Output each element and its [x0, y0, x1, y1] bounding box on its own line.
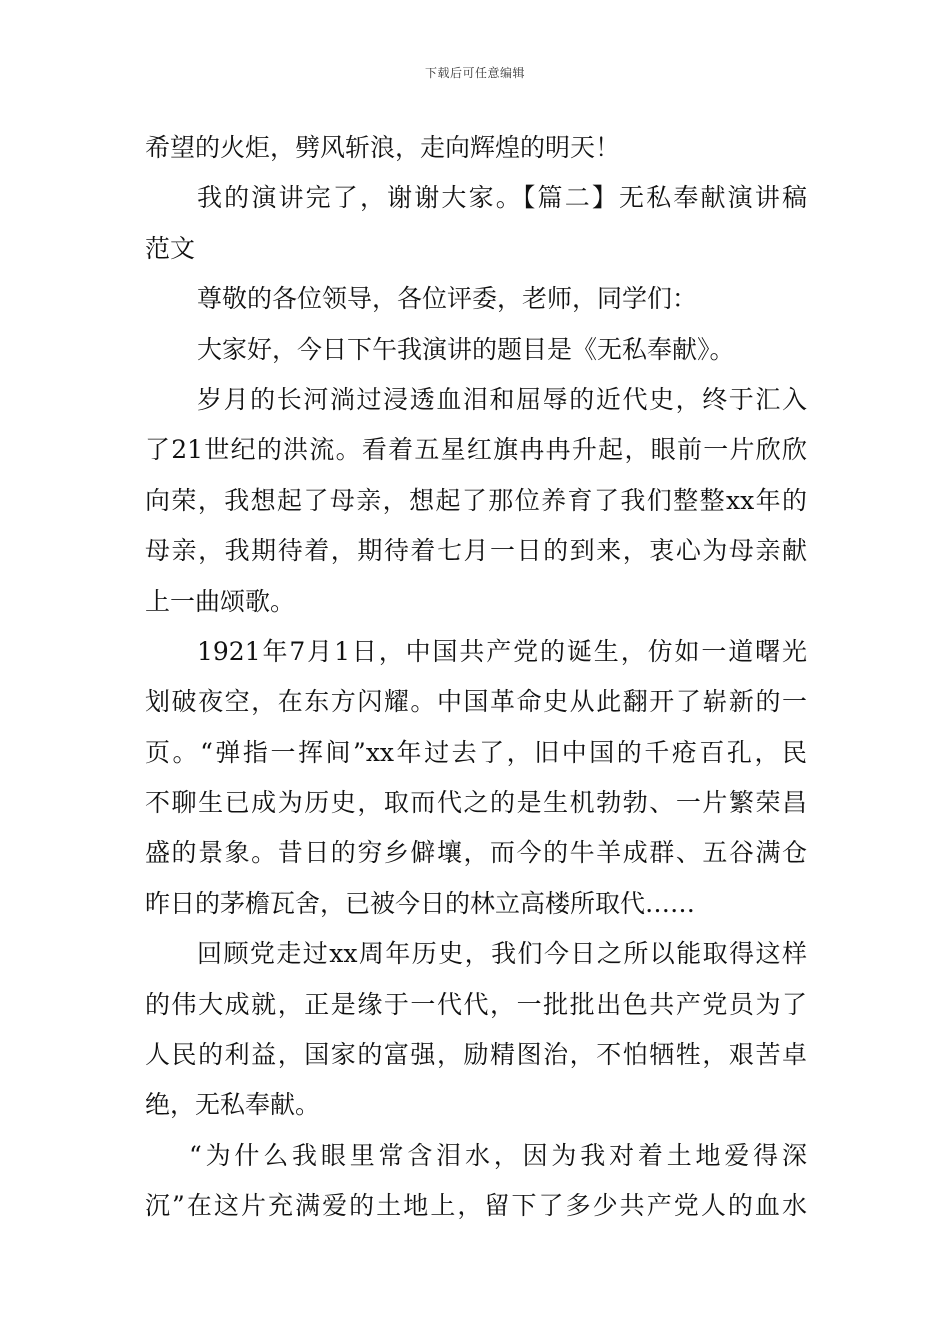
- text-line: 1921年7月1日，中国共产党的诞生，仿如一道曙光: [197, 636, 807, 666]
- text-line: 回顾党走过xx周年历史，我们今日之所以能取得这样: [197, 939, 807, 969]
- document-body: [145, 123, 807, 1232]
- text-line: 范文: [145, 233, 196, 263]
- text-line: 昨日的茅檐瓦舍，已被今日的林立高楼所取代……: [145, 888, 696, 918]
- text-line: 尊敬的各位领导，各位评委，老师，同学们：: [197, 284, 698, 314]
- text-line: 我的演讲完了，谢谢大家。【篇二】无私奉献演讲稿: [197, 183, 807, 213]
- page-header: 下载后可任意编辑: [424, 66, 525, 80]
- text-line: 母亲，我期待着，期待着七月一日的到来，衷心为母亲献: [145, 536, 807, 566]
- text-line: 不聊生已成为历史，取而代之的是生机勃勃、一片繁荣昌: [145, 788, 807, 818]
- text-line: “为什么我眼里常含泪水，因为我对着土地爱得深: [189, 1140, 807, 1170]
- text-line: 盛的景象。昔日的穷乡僻壤，而今的牛羊成群、五谷满仓: [145, 838, 807, 868]
- text-line: 了21世纪的洪流。看着五星红旗冉冉升起，眼前一片欣欣: [145, 435, 807, 465]
- text-line: 向荣，我想起了母亲，想起了那位养育了我们整整xx年的: [145, 485, 807, 515]
- text-line: 的伟大成就，正是缘于一代代，一批批出色共产党员为了: [145, 989, 807, 1019]
- text-line: 人民的利益，国家的富强，励精图治，不怕牺牲，艰苦卓: [145, 1040, 807, 1070]
- text-line: 沉”在这片充满爱的土地上，留下了多少共产党人的血水: [145, 1191, 807, 1221]
- text-line: 岁月的长河淌过浸透血泪和屈辱的近代史，终于汇入: [197, 384, 807, 414]
- text-line: 希望的火炬，劈风斩浪，走向辉煌的明天！: [145, 133, 621, 162]
- text-line: 大家好，今日下午我演讲的题目是《无私奉献》。: [197, 334, 735, 364]
- text-line: 页。“弹指一挥间”xx年过去了，旧中国的千疮百孔，民: [145, 737, 807, 767]
- text-line: 划破夜空，在东方闪耀。中国革命史从此翻开了崭新的一: [145, 687, 807, 717]
- text-line: 上一曲颂歌。: [145, 586, 296, 616]
- text-line: 绝，无私奉献。: [145, 1090, 321, 1120]
